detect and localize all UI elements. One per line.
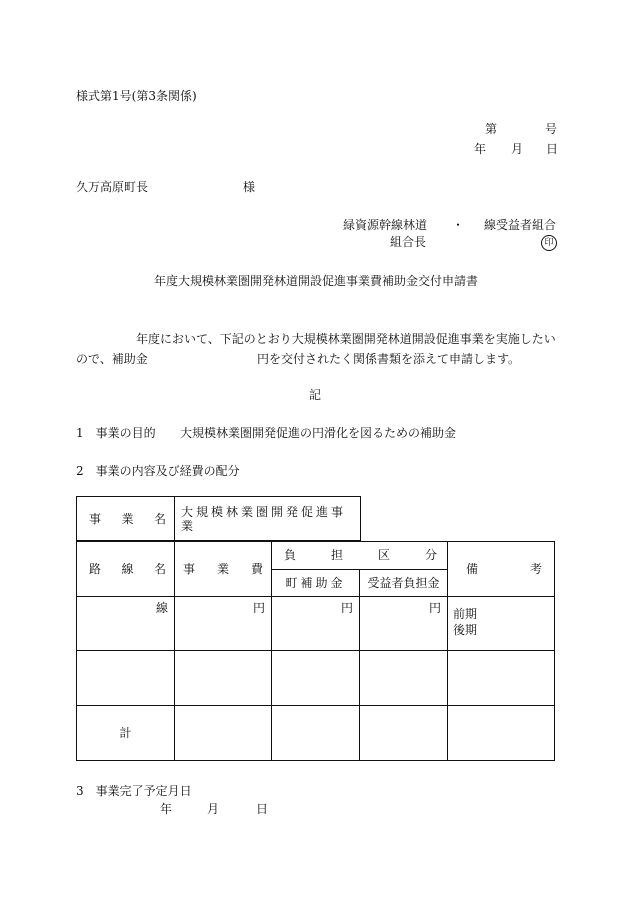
body-line-2a: ので、補助金 [76,352,148,366]
date-year: 年 [474,142,487,156]
completion-year: 年 [160,802,173,816]
item1-label: 1 事業の目的 [76,426,156,440]
form-number: 様式第1号(第3条関係) [76,89,197,103]
project-name-label-char: 業 [121,511,134,526]
seal-mark [541,234,557,251]
cost-header-char: 業 [216,562,229,576]
seal-icon: 印 [541,235,557,251]
beneficiary-header-cell [360,569,448,597]
doc-number-suffix: 号 [545,122,558,136]
addressee-name: 久万高原町長 [76,180,149,194]
completion-day: 日 [256,802,269,816]
route-header-cell [77,542,175,597]
remarks-value-cell [448,597,555,651]
empty-cell [360,651,448,706]
town-unit: 円 [340,601,353,615]
remarks-early: 前期 [453,607,478,621]
cost-allocation-table [76,541,555,761]
completion-month: 月 [207,802,220,816]
empty-cell [448,706,555,761]
addressee-honorific: 様 [243,180,256,194]
total-label-cell [77,706,175,761]
remarks-header-char: 考 [529,562,542,576]
item2-label: 2 事業の内容及び経費の配分 [76,464,240,478]
project-name-value-cell [175,497,361,541]
empty-cell [272,706,360,761]
project-name-value: 大規模林業圏開発促進事業 [181,504,347,533]
burden-header-char: 分 [424,548,437,563]
item3-label: 3 事業完了予定月日 [76,784,192,798]
remarks-late: 後期 [453,623,478,637]
burden-header-char: 担 [330,548,343,563]
town-subsidy-header: 町補助金 [285,575,346,590]
burden-header-char: 区 [377,548,390,563]
empty-cell [448,651,555,706]
route-header-char: 名 [153,562,166,576]
cost-header-cell [175,542,272,597]
body-line-1: 年度において、下記のとおり大規模林業圏開発林道開設促進事業を実施したい [136,332,556,346]
applicant-dot: ・ [452,218,465,232]
project-name-label-cell [77,497,175,541]
total-label: 計 [119,726,132,740]
body-line-2b: 円を交付されたく関係書類を添えて申請します。 [257,352,521,366]
cost-unit: 円 [252,601,265,615]
remarks-header-cell [448,542,555,597]
remarks-header-char: 備 [466,562,479,576]
applicant-org-right: 線受益者組合 [484,218,557,232]
empty-cell [272,651,360,706]
cost-header-char: 費 [250,562,263,576]
town-value-cell [272,597,360,651]
empty-cell [360,706,448,761]
document-title: 年度大規模林業圏開発林道開設促進事業費補助金交付申請書 [154,274,479,288]
route-value-cell [77,597,175,651]
cost-value-cell [175,597,272,651]
applicant-org-left: 緑資源幹線林道 [343,218,428,232]
burden-header-char: 負 [284,548,297,563]
project-name-label-char: 事 [89,511,102,526]
date-day: 日 [546,142,559,156]
beneficiary-unit: 円 [428,601,441,615]
applicant-title: 組合長 [390,235,427,249]
burden-header-cell [272,542,448,570]
project-name-table [76,496,361,541]
town-subsidy-header-cell [272,569,360,597]
cost-header-char: 事 [183,562,196,576]
date-month: 月 [511,142,524,156]
beneficiary-header: 受益者負担金 [367,575,440,590]
route-unit: 線 [155,601,168,615]
route-header-char: 線 [121,562,134,576]
beneficiary-value-cell [360,597,448,651]
doc-number-prefix: 第 [485,122,498,136]
ki-heading: 記 [309,388,322,402]
project-name-label-char: 名 [153,511,166,526]
empty-cell [77,651,175,706]
empty-cell [175,706,272,761]
empty-cell [175,651,272,706]
item1-content: 大規模林業圏開発促進の円滑化を図るための補助金 [180,426,457,440]
route-header-char: 路 [89,562,102,576]
